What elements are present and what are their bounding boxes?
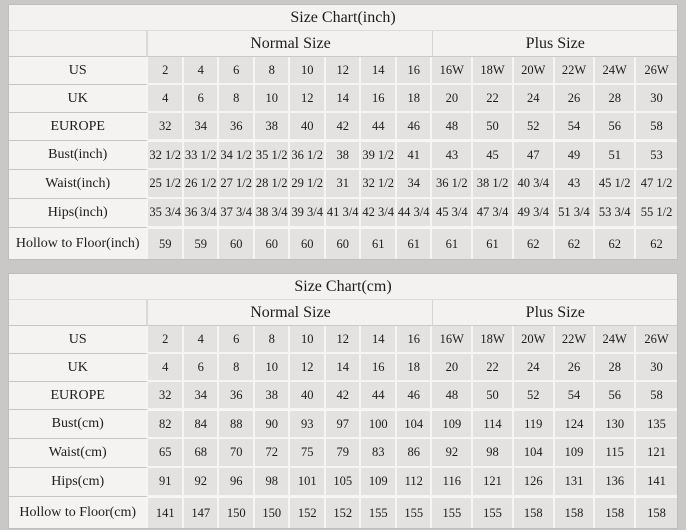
table-cell: 22W [555, 57, 596, 85]
table-cell: 14 [361, 326, 397, 354]
size-group-header: Plus Size [432, 31, 677, 57]
table-cell: 56 [595, 382, 636, 410]
table-row [9, 199, 677, 228]
table-cell: 26W [636, 326, 677, 354]
table-cell: 60 [290, 228, 326, 259]
table-cell: 44 [361, 113, 397, 141]
table-cell: 43 [432, 141, 473, 170]
table-cell: 109 [432, 410, 473, 439]
table-cell: 6 [184, 85, 220, 113]
table-row [9, 497, 677, 528]
table-cell: 24W [595, 326, 636, 354]
table-cell: 83 [361, 439, 397, 468]
table-cell: 155 [473, 497, 514, 528]
table-cell: 93 [290, 410, 326, 439]
table-row [9, 354, 677, 382]
table-cell: 39 1/2 [361, 141, 397, 170]
table-cell: 28 [595, 354, 636, 382]
table-cell: 30 [636, 85, 677, 113]
table-cell: 8 [255, 57, 291, 85]
table-cell: 10 [290, 326, 326, 354]
table-cell: 4 [184, 57, 220, 85]
table-cell: 4 [148, 85, 184, 113]
table-cell: 84 [184, 410, 220, 439]
table-cell: 62 [636, 228, 677, 259]
table-cell: 155 [361, 497, 397, 528]
table-cell: 31 [326, 170, 362, 199]
table-row [9, 141, 677, 170]
table-cell: 55 1/2 [636, 199, 677, 228]
table-cell: 61 [397, 228, 433, 259]
table-title: Size Chart(cm) [9, 274, 677, 300]
table-cell: 14 [361, 57, 397, 85]
size-group-header: Normal Size [148, 31, 432, 57]
table-row [9, 410, 677, 439]
table-cell: 28 1/2 [255, 170, 291, 199]
table-cell: 62 [555, 228, 596, 259]
table-cell: 86 [397, 439, 433, 468]
table-cell: 158 [555, 497, 596, 528]
table-cell: 2 [148, 57, 184, 85]
table-cell: 45 [473, 141, 514, 170]
table-cell: 10 [255, 85, 291, 113]
table-cell: 61 [432, 228, 473, 259]
table-cell: 35 1/2 [255, 141, 291, 170]
size-group-row [9, 31, 677, 57]
table-cell: 6 [184, 354, 220, 382]
table-title-row [9, 274, 677, 300]
table-cell: 54 [555, 113, 596, 141]
table-cell: 32 [148, 382, 184, 410]
size-group-header: Normal Size [148, 300, 432, 326]
table-cell: 155 [397, 497, 433, 528]
table-cell: 150 [255, 497, 291, 528]
table-cell: 20W [514, 326, 555, 354]
table-cell: 12 [290, 354, 326, 382]
table-cell: 34 [184, 382, 220, 410]
table-row [9, 326, 677, 354]
table-cell: 4 [184, 326, 220, 354]
table-cell: 18W [473, 57, 514, 85]
row-label: US [9, 57, 148, 85]
corner-cell [9, 31, 148, 57]
table-cell: 16 [397, 326, 433, 354]
table-cell: 24 [514, 85, 555, 113]
table-cell: 45 1/2 [595, 170, 636, 199]
table-cell: 32 [148, 113, 184, 141]
table-cell: 38 1/2 [473, 170, 514, 199]
table-cell: 121 [473, 468, 514, 497]
table-cell: 29 1/2 [290, 170, 326, 199]
table-cell: 92 [432, 439, 473, 468]
table-cell: 30 [636, 354, 677, 382]
table-title-row [9, 5, 677, 31]
table-cell: 26W [636, 57, 677, 85]
table-cell: 18W [473, 326, 514, 354]
table-cell: 115 [595, 439, 636, 468]
table-cell: 12 [326, 326, 362, 354]
table-cell: 46 [397, 382, 433, 410]
table-cell: 20 [432, 85, 473, 113]
table-cell: 116 [432, 468, 473, 497]
table-cell: 47 1/2 [636, 170, 677, 199]
table-cell: 16W [432, 57, 473, 85]
table-cell: 18 [397, 85, 433, 113]
table-cell: 52 [514, 113, 555, 141]
table-cell: 70 [219, 439, 255, 468]
table-cell: 38 [255, 382, 291, 410]
table-cell: 158 [636, 497, 677, 528]
size-chart-table [8, 273, 678, 529]
table-cell: 22 [473, 354, 514, 382]
table-cell: 114 [473, 410, 514, 439]
table-cell: 49 3/4 [514, 199, 555, 228]
table-cell: 105 [326, 468, 362, 497]
table-cell: 16 [361, 85, 397, 113]
table-cell: 52 [514, 382, 555, 410]
table-cell: 10 [255, 354, 291, 382]
table-cell: 6 [219, 326, 255, 354]
table-cell: 101 [290, 468, 326, 497]
table-cell: 40 [290, 113, 326, 141]
size-chart-table [8, 4, 678, 260]
table-cell: 24 [514, 354, 555, 382]
table-cell: 26 1/2 [184, 170, 220, 199]
table-cell: 100 [361, 410, 397, 439]
table-cell: 36 [219, 113, 255, 141]
table-cell: 43 [555, 170, 596, 199]
table-cell: 42 [326, 382, 362, 410]
table-cell: 54 [555, 382, 596, 410]
table-cell: 152 [290, 497, 326, 528]
row-label: Bust(inch) [9, 141, 148, 170]
table-cell: 16W [432, 326, 473, 354]
table-cell: 36 [219, 382, 255, 410]
table-cell: 22 [473, 85, 514, 113]
table-cell: 24W [595, 57, 636, 85]
table-cell: 48 [432, 382, 473, 410]
table-cell: 65 [148, 439, 184, 468]
table-cell: 20 [432, 354, 473, 382]
table-cell: 37 3/4 [219, 199, 255, 228]
table-cell: 34 [184, 113, 220, 141]
table-cell: 42 [326, 113, 362, 141]
table-cell: 58 [636, 113, 677, 141]
row-label: UK [9, 85, 148, 113]
table-cell: 18 [397, 354, 433, 382]
row-label: UK [9, 354, 148, 382]
table-cell: 12 [326, 57, 362, 85]
table-cell: 33 1/2 [184, 141, 220, 170]
table-cell: 91 [148, 468, 184, 497]
table-cell: 41 3/4 [326, 199, 362, 228]
table-cell: 45 3/4 [432, 199, 473, 228]
table-cell: 35 3/4 [148, 199, 184, 228]
table-cell: 98 [255, 468, 291, 497]
table-cell: 75 [290, 439, 326, 468]
table-row [9, 468, 677, 497]
table-cell: 44 [361, 382, 397, 410]
table-cell: 34 1/2 [219, 141, 255, 170]
table-cell: 8 [219, 85, 255, 113]
table-title: Size Chart(inch) [9, 5, 677, 31]
table-cell: 2 [148, 326, 184, 354]
row-label: Hips(cm) [9, 468, 148, 497]
corner-cell [9, 300, 148, 326]
table-cell: 47 3/4 [473, 199, 514, 228]
table-cell: 50 [473, 382, 514, 410]
table-cell: 38 3/4 [255, 199, 291, 228]
table-cell: 90 [255, 410, 291, 439]
table-cell: 20W [514, 57, 555, 85]
table-cell: 8 [255, 326, 291, 354]
table-cell: 16 [397, 57, 433, 85]
row-label: Hips(inch) [9, 199, 148, 228]
table-cell: 38 [326, 141, 362, 170]
table-cell: 49 [555, 141, 596, 170]
table-cell: 10 [290, 57, 326, 85]
table-cell: 34 [397, 170, 433, 199]
table-cell: 112 [397, 468, 433, 497]
table-cell: 141 [148, 497, 184, 528]
row-label: Waist(inch) [9, 170, 148, 199]
row-label: US [9, 326, 148, 354]
table-cell: 6 [219, 57, 255, 85]
table-cell: 92 [184, 468, 220, 497]
table-row [9, 85, 677, 113]
table-row [9, 170, 677, 199]
table-cell: 141 [636, 468, 677, 497]
table-row [9, 439, 677, 468]
table-cell: 98 [473, 439, 514, 468]
table-cell: 97 [326, 410, 362, 439]
table-cell: 38 [255, 113, 291, 141]
table-cell: 51 [595, 141, 636, 170]
table-cell: 126 [514, 468, 555, 497]
table-cell: 36 1/2 [432, 170, 473, 199]
table-cell: 60 [255, 228, 291, 259]
row-label: Hollow to Floor(cm) [9, 497, 148, 528]
table-cell: 39 3/4 [290, 199, 326, 228]
table-cell: 131 [555, 468, 596, 497]
size-group-header: Plus Size [432, 300, 677, 326]
table-cell: 25 1/2 [148, 170, 184, 199]
table-cell: 46 [397, 113, 433, 141]
table-cell: 109 [361, 468, 397, 497]
table-cell: 82 [148, 410, 184, 439]
table-cell: 60 [219, 228, 255, 259]
table-cell: 32 1/2 [361, 170, 397, 199]
table-cell: 12 [290, 85, 326, 113]
table-cell: 40 [290, 382, 326, 410]
table-cell: 88 [219, 410, 255, 439]
table-cell: 121 [636, 439, 677, 468]
table-cell: 58 [636, 382, 677, 410]
table-cell: 26 [555, 85, 596, 113]
table-cell: 53 3/4 [595, 199, 636, 228]
table-cell: 68 [184, 439, 220, 468]
table-cell: 72 [255, 439, 291, 468]
row-label: EUROPE [9, 382, 148, 410]
table-cell: 44 3/4 [397, 199, 433, 228]
table-cell: 104 [514, 439, 555, 468]
table-cell: 48 [432, 113, 473, 141]
table-cell: 60 [326, 228, 362, 259]
table-cell: 14 [326, 85, 362, 113]
table-cell: 62 [514, 228, 555, 259]
table-cell: 47 [514, 141, 555, 170]
row-label: Hollow to Floor(inch) [9, 228, 148, 259]
table-row [9, 228, 677, 259]
table-cell: 104 [397, 410, 433, 439]
table-cell: 135 [636, 410, 677, 439]
table-cell: 56 [595, 113, 636, 141]
table-cell: 4 [148, 354, 184, 382]
table-row [9, 113, 677, 141]
table-cell: 8 [219, 354, 255, 382]
table-cell: 32 1/2 [148, 141, 184, 170]
table-cell: 119 [514, 410, 555, 439]
row-label: Waist(cm) [9, 439, 148, 468]
table-cell: 136 [595, 468, 636, 497]
table-cell: 42 3/4 [361, 199, 397, 228]
table-cell: 158 [595, 497, 636, 528]
table-cell: 51 3/4 [555, 199, 596, 228]
table-cell: 155 [432, 497, 473, 528]
table-cell: 147 [184, 497, 220, 528]
table-cell: 62 [595, 228, 636, 259]
table-cell: 41 [397, 141, 433, 170]
table-cell: 61 [361, 228, 397, 259]
table-cell: 28 [595, 85, 636, 113]
table-cell: 22W [555, 326, 596, 354]
table-cell: 158 [514, 497, 555, 528]
table-cell: 40 3/4 [514, 170, 555, 199]
row-label: Bust(cm) [9, 410, 148, 439]
table-cell: 53 [636, 141, 677, 170]
table-cell: 59 [184, 228, 220, 259]
table-cell: 36 3/4 [184, 199, 220, 228]
table-cell: 59 [148, 228, 184, 259]
table-cell: 96 [219, 468, 255, 497]
table-cell: 26 [555, 354, 596, 382]
table-cell: 36 1/2 [290, 141, 326, 170]
table-cell: 152 [326, 497, 362, 528]
table-cell: 79 [326, 439, 362, 468]
table-cell: 124 [555, 410, 596, 439]
table-row [9, 57, 677, 85]
size-group-row [9, 300, 677, 326]
table-cell: 61 [473, 228, 514, 259]
row-label: EUROPE [9, 113, 148, 141]
table-cell: 27 1/2 [219, 170, 255, 199]
table-cell: 130 [595, 410, 636, 439]
table-cell: 50 [473, 113, 514, 141]
table-cell: 16 [361, 354, 397, 382]
table-cell: 150 [219, 497, 255, 528]
table-row [9, 382, 677, 410]
table-cell: 109 [555, 439, 596, 468]
table-cell: 14 [326, 354, 362, 382]
